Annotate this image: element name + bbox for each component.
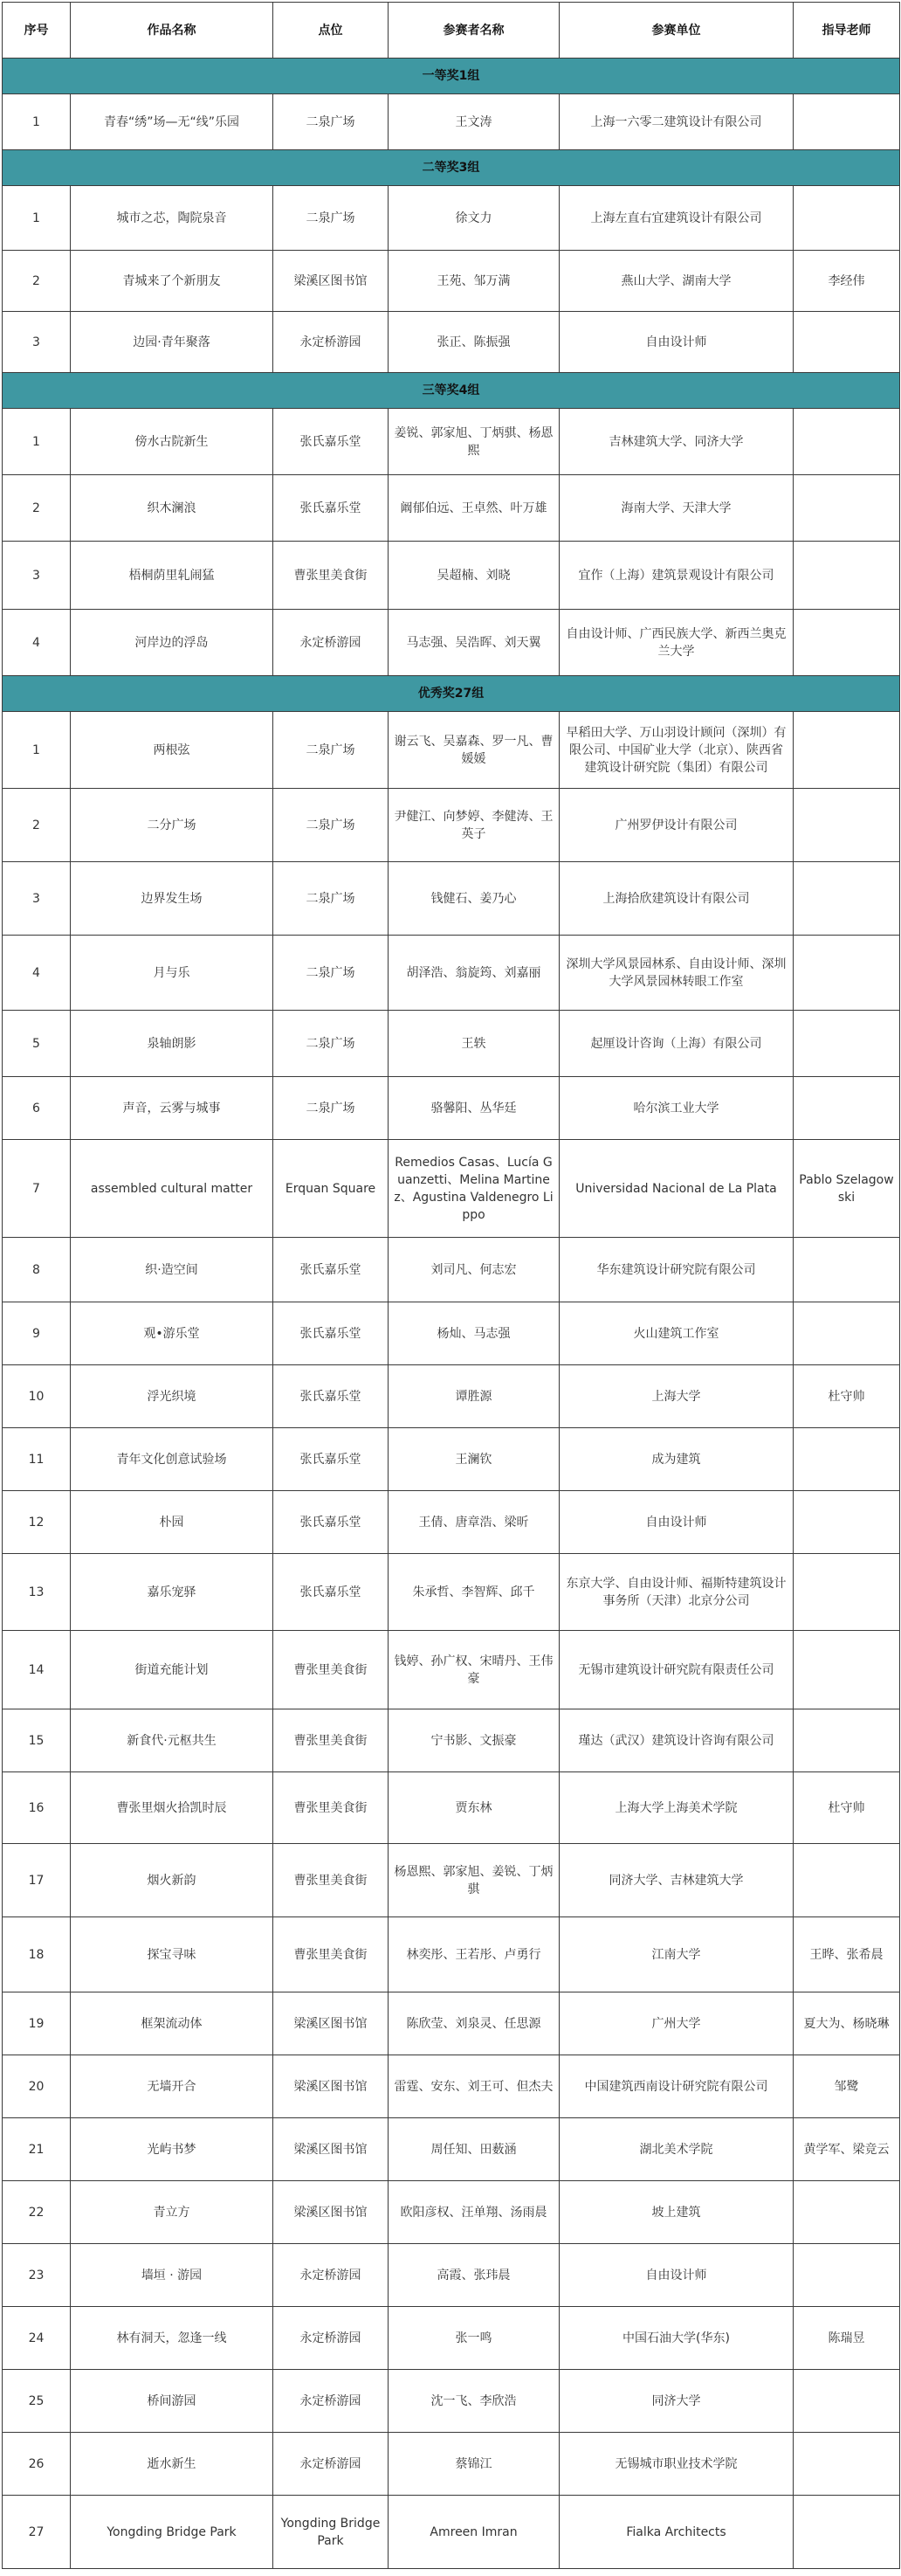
table-row [3,2118,900,2181]
cell-advisor [794,1554,900,1631]
group-header-row [3,150,900,186]
cell-advisor: 陈瑞昱 [794,2307,900,2370]
cell-seq: 20 [3,2055,71,2118]
cell-work: 烟火新韵 [71,1844,273,1917]
cell-seq: 1 [3,94,71,150]
cell-unit: 华东建筑设计研究院有限公司 [560,1238,794,1302]
table-row [3,1365,900,1428]
cell-unit: 宜作（上海）建筑景观设计有限公司 [560,542,794,610]
cell-unit: 广州大学 [560,1992,794,2055]
cell-participants: 王苑、邹万满 [389,251,560,312]
cell-site: 张氏嘉乐堂 [273,1238,389,1302]
cell-advisor: Pablo Szelagowski [794,1140,900,1238]
table-row [3,2055,900,2118]
cell-advisor [794,1844,900,1917]
table-row [3,1428,900,1491]
cell-site: 梁溪区图书馆 [273,2055,389,2118]
cell-work: 曹张里烟火拾凯时辰 [71,1772,273,1844]
cell-advisor: 夏大为、杨晓琳 [794,1992,900,2055]
cell-unit: 江南大学 [560,1917,794,1992]
cell-seq: 25 [3,2370,71,2433]
cell-unit: 上海左直右宜建筑设计有限公司 [560,186,794,251]
cell-site: 梁溪区图书馆 [273,2118,389,2181]
cell-advisor [794,789,900,862]
cell-unit: 广州罗伊设计有限公司 [560,789,794,862]
table-row [3,1772,900,1844]
cell-advisor [794,2433,900,2496]
cell-work: 框架流动体 [71,1992,273,2055]
cell-work: 月与乐 [71,936,273,1011]
cell-site: 曹张里美食街 [273,1844,389,1917]
table-row [3,1140,900,1238]
cell-seq: 13 [3,1554,71,1631]
cell-advisor: 黄学军、梁竞云 [794,2118,900,2181]
cell-unit: 深圳大学风景园林系、自由设计师、深圳大学风景园林转眼工作室 [560,936,794,1011]
cell-advisor [794,1491,900,1554]
cell-site: 梁溪区图书馆 [273,1992,389,2055]
cell-work: 泉轴朗影 [71,1011,273,1077]
cell-site: 二泉广场 [273,862,389,936]
cell-participants: 雷霆、安东、刘王可、但杰夫 [389,2055,560,2118]
cell-site: 梁溪区图书馆 [273,251,389,312]
table-row [3,2370,900,2433]
cell-work: 声音，云雾与城事 [71,1077,273,1140]
table-row [3,1631,900,1709]
cell-seq: 4 [3,936,71,1011]
cell-site: 永定桥游园 [273,2433,389,2496]
cell-unit: 吉林建筑大学、同济大学 [560,409,794,475]
table-row [3,312,900,373]
cell-seq: 26 [3,2433,71,2496]
cell-participants: 姜锐、郭家旭、丁炳骐、杨恩熙 [389,409,560,475]
cell-participants: 骆馨阳、丛华廷 [389,1077,560,1140]
cell-seq: 2 [3,251,71,312]
cell-site: 永定桥游园 [273,610,389,676]
cell-work: 青立方 [71,2181,273,2244]
cell-work: 青春“绣”场—无“线”乐园 [71,94,273,150]
cell-work: 光屿书梦 [71,2118,273,2181]
cell-participants: 王倩、唐章浩、梁昕 [389,1491,560,1554]
cell-seq: 1 [3,712,71,789]
cell-site: 张氏嘉乐堂 [273,1554,389,1631]
table-row [3,1917,900,1992]
table-row [3,2244,900,2307]
cell-site: 永定桥游园 [273,2244,389,2307]
cell-participants: 阚郁伯远、王卓然、叶万雄 [389,475,560,542]
cell-advisor [794,409,900,475]
cell-work: 织木澜浪 [71,475,273,542]
cell-unit: Fialka Architects [560,2496,794,2569]
table-row [3,1238,900,1302]
cell-advisor: 杜守帅 [794,1365,900,1428]
cell-work: 探宝寻味 [71,1917,273,1992]
cell-seq: 21 [3,2118,71,2181]
cell-seq: 16 [3,1772,71,1844]
group-title: 一等奖1组 [3,59,900,94]
cell-site: 张氏嘉乐堂 [273,1302,389,1365]
cell-seq: 3 [3,542,71,610]
header-participants: 参赛者名称 [389,3,560,59]
cell-participants: 林奕彤、王若彤、卢勇行 [389,1917,560,1992]
cell-participants: 朱承哲、李智辉、邱千 [389,1554,560,1631]
header-site: 点位 [273,3,389,59]
cell-work: 织·造空间 [71,1238,273,1302]
cell-advisor [794,1428,900,1491]
cell-unit: 无锡城市职业技术学院 [560,2433,794,2496]
table-row [3,862,900,936]
cell-participants: 高霞、张玮晨 [389,2244,560,2307]
table-row [3,409,900,475]
cell-unit: 起厘设计咨询（上海）有限公司 [560,1011,794,1077]
cell-participants: 尹健江、向梦婷、李健涛、王英子 [389,789,560,862]
cell-unit: 火山建筑工作室 [560,1302,794,1365]
header-row [3,3,900,59]
table-row [3,1554,900,1631]
cell-seq: 8 [3,1238,71,1302]
cell-participants: 欧阳彦权、汪单翔、汤雨晨 [389,2181,560,2244]
cell-advisor [794,1709,900,1772]
cell-participants: 张一鸣 [389,2307,560,2370]
header-work: 作品名称 [71,3,273,59]
cell-site: 二泉广场 [273,789,389,862]
cell-seq: 10 [3,1365,71,1428]
cell-advisor [794,712,900,789]
cell-seq: 9 [3,1302,71,1365]
cell-advisor [794,475,900,542]
header-seq: 序号 [3,3,71,59]
cell-unit: 上海大学上海美术学院 [560,1772,794,1844]
cell-seq: 4 [3,610,71,676]
cell-participants: 胡泽浩、翁旋筠、刘嘉丽 [389,936,560,1011]
cell-unit: 东京大学、自由设计师、福斯特建筑设计事务所（天津）北京分公司 [560,1554,794,1631]
table-row [3,1491,900,1554]
cell-site: 二泉广场 [273,1011,389,1077]
cell-site: 永定桥游园 [273,2370,389,2433]
cell-seq: 14 [3,1631,71,1709]
group-title: 三等奖4组 [3,373,900,409]
cell-advisor: 李经伟 [794,251,900,312]
cell-site: 曹张里美食街 [273,1631,389,1709]
cell-participants: 贾东林 [389,1772,560,1844]
table-row [3,251,900,312]
cell-work: 街道充能计划 [71,1631,273,1709]
cell-participants: 谢云飞、吴嘉森、罗一凡、曹媛媛 [389,712,560,789]
table-row [3,1011,900,1077]
cell-participants: Remedios Casas、Lucía Guanzetti、Melina Martinez、Agustina Valdenegro Lippo [389,1140,560,1238]
cell-participants: 杨灿、马志强 [389,1302,560,1365]
group-title: 二等奖3组 [3,150,900,186]
table-row [3,475,900,542]
cell-work: 墙垣 · 游园 [71,2244,273,2307]
table-row [3,542,900,610]
cell-unit: 同济大学 [560,2370,794,2433]
cell-site: 二泉广场 [273,1077,389,1140]
cell-work: 观•游乐堂 [71,1302,273,1365]
cell-site: 曹张里美食街 [273,1772,389,1844]
cell-seq: 1 [3,409,71,475]
cell-unit: 自由设计师 [560,2244,794,2307]
cell-unit: 无锡市建筑设计研究院有限责任公司 [560,1631,794,1709]
table-row [3,94,900,150]
cell-unit: 上海拾欣建筑设计有限公司 [560,862,794,936]
cell-participants: 杨恩熙、郭家旭、姜锐、丁炳骐 [389,1844,560,1917]
cell-advisor [794,1011,900,1077]
cell-site: 张氏嘉乐堂 [273,409,389,475]
cell-advisor [794,542,900,610]
cell-participants: 吴超楠、刘晓 [389,542,560,610]
table-row [3,1844,900,1917]
table-row [3,936,900,1011]
cell-work: 城市之芯，陶院泉音 [71,186,273,251]
cell-seq: 23 [3,2244,71,2307]
cell-unit: 成为建筑 [560,1428,794,1491]
cell-unit: Universidad Nacional de La Plata [560,1140,794,1238]
table-row [3,610,900,676]
cell-participants: 沈一飞、李欣浩 [389,2370,560,2433]
cell-unit: 哈尔滨工业大学 [560,1077,794,1140]
cell-site: 曹张里美食街 [273,1709,389,1772]
cell-seq: 1 [3,186,71,251]
cell-site: 曹张里美食街 [273,542,389,610]
cell-seq: 3 [3,312,71,373]
cell-participants: 张正、陈振强 [389,312,560,373]
table-row [3,1077,900,1140]
cell-advisor [794,936,900,1011]
group-header-row [3,59,900,94]
cell-advisor [794,94,900,150]
cell-advisor [794,186,900,251]
cell-work: 浮光织境 [71,1365,273,1428]
cell-participants: 钱婷、孙广权、宋晴丹、王伟豪 [389,1631,560,1709]
cell-advisor [794,1302,900,1365]
cell-unit: 湖北美术学院 [560,2118,794,2181]
cell-advisor: 杜守帅 [794,1772,900,1844]
cell-advisor [794,2496,900,2569]
cell-seq: 2 [3,475,71,542]
cell-seq: 19 [3,1992,71,2055]
cell-site: 张氏嘉乐堂 [273,475,389,542]
header-unit: 参赛单位 [560,3,794,59]
awards-table [2,2,900,2569]
cell-participants: 王轶 [389,1011,560,1077]
cell-seq: 27 [3,2496,71,2569]
cell-work: 青城来了个新朋友 [71,251,273,312]
cell-seq: 7 [3,1140,71,1238]
table-row [3,2496,900,2569]
cell-seq: 6 [3,1077,71,1140]
cell-participants: 陈欣莹、刘泉灵、任思源 [389,1992,560,2055]
cell-seq: 2 [3,789,71,862]
cell-work: 边界发生场 [71,862,273,936]
group-title: 优秀奖27组 [3,676,900,712]
cell-participants: 周任知、田薮涵 [389,2118,560,2181]
cell-participants: Amreen Imran [389,2496,560,2569]
cell-seq: 3 [3,862,71,936]
cell-work: 朴园 [71,1491,273,1554]
cell-seq: 24 [3,2307,71,2370]
cell-advisor: 邹鹭 [794,2055,900,2118]
group-header-row [3,676,900,712]
cell-unit: 瑾达（武汉）建筑设计咨询有限公司 [560,1709,794,1772]
cell-site: 梁溪区图书馆 [273,2181,389,2244]
cell-unit: 自由设计师 [560,1491,794,1554]
cell-work: 梧桐荫里轧闹猛 [71,542,273,610]
table-row [3,1709,900,1772]
cell-site: 永定桥游园 [273,2307,389,2370]
cell-work: 逝水新生 [71,2433,273,2496]
cell-participants: 刘司凡、何志宏 [389,1238,560,1302]
cell-participants: 谭胜源 [389,1365,560,1428]
table-row [3,712,900,789]
cell-work: 河岸边的浮岛 [71,610,273,676]
cell-work: 桥间游园 [71,2370,273,2433]
cell-work: assembled cultural matter [71,1140,273,1238]
cell-participants: 徐文力 [389,186,560,251]
cell-advisor [794,610,900,676]
cell-participants: 王澜钦 [389,1428,560,1491]
cell-unit: 上海大学 [560,1365,794,1428]
cell-unit: 自由设计师、广西民族大学、新西兰奥克兰大学 [560,610,794,676]
cell-unit: 海南大学、天津大学 [560,475,794,542]
table-row [3,2181,900,2244]
cell-work: 新食代·元枢共生 [71,1709,273,1772]
cell-seq: 17 [3,1844,71,1917]
group-header-row [3,373,900,409]
cell-site: 张氏嘉乐堂 [273,1428,389,1491]
cell-unit: 自由设计师 [560,312,794,373]
cell-work: 边园·青年聚落 [71,312,273,373]
cell-advisor: 王晔、张希晨 [794,1917,900,1992]
cell-work: 傍水古院新生 [71,409,273,475]
cell-work: 二分广场 [71,789,273,862]
cell-seq: 22 [3,2181,71,2244]
cell-work: 无墙开合 [71,2055,273,2118]
table-row [3,1302,900,1365]
cell-unit: 中国石油大学(华东) [560,2307,794,2370]
cell-seq: 12 [3,1491,71,1554]
cell-site: 永定桥游园 [273,312,389,373]
table-row [3,789,900,862]
cell-unit: 中国建筑西南设计研究院有限公司 [560,2055,794,2118]
cell-participants: 蔡锦江 [389,2433,560,2496]
cell-work: 青年文化创意试验场 [71,1428,273,1491]
cell-site: Erquan Square [273,1140,389,1238]
cell-work: 两根弦 [71,712,273,789]
cell-site: 张氏嘉乐堂 [273,1491,389,1554]
table-row [3,1992,900,2055]
cell-seq: 5 [3,1011,71,1077]
header-advisor: 指导老师 [794,3,900,59]
cell-participants: 钱健石、姜乃心 [389,862,560,936]
cell-site: 张氏嘉乐堂 [273,1365,389,1428]
cell-work: Yongding Bridge Park [71,2496,273,2569]
cell-unit: 坡上建筑 [560,2181,794,2244]
cell-site: 曹张里美食街 [273,1917,389,1992]
cell-unit: 燕山大学、湖南大学 [560,251,794,312]
cell-site: 二泉广场 [273,936,389,1011]
cell-work: 嘉乐宠驿 [71,1554,273,1631]
cell-site: 二泉广场 [273,186,389,251]
cell-seq: 11 [3,1428,71,1491]
table-row [3,2433,900,2496]
cell-site: 二泉广场 [273,94,389,150]
cell-unit: 上海一六零二建筑设计有限公司 [560,94,794,150]
cell-seq: 15 [3,1709,71,1772]
cell-participants: 马志强、吴浩晖、刘天翼 [389,610,560,676]
cell-advisor [794,2370,900,2433]
cell-participants: 宁书影、文振豪 [389,1709,560,1772]
cell-advisor [794,1077,900,1140]
cell-advisor [794,1631,900,1709]
cell-unit: 早稻田大学、万山羽设计顾问（深圳）有限公司、中国矿业大学（北京）、陕西省建筑设计研究院（集团）有限公司 [560,712,794,789]
table-row [3,2307,900,2370]
cell-unit: 同济大学、吉林建筑大学 [560,1844,794,1917]
cell-advisor [794,2244,900,2307]
table-row [3,186,900,251]
cell-advisor [794,1238,900,1302]
cell-seq: 18 [3,1917,71,1992]
cell-participants: 王文涛 [389,94,560,150]
cell-work: 林有洞天，忽逢一线 [71,2307,273,2370]
cell-advisor [794,2181,900,2244]
cell-site: 二泉广场 [273,712,389,789]
cell-advisor [794,312,900,373]
cell-advisor [794,862,900,936]
cell-site: Yongding Bridge Park [273,2496,389,2569]
table-body [3,59,900,2569]
